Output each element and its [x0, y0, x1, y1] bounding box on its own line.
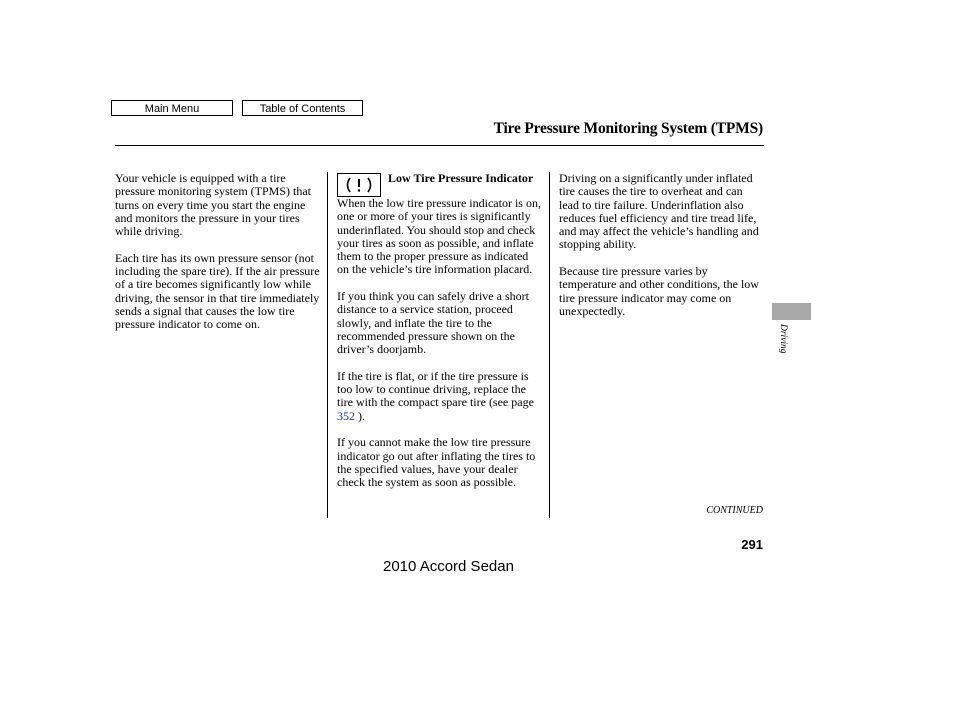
page-title: Tire Pressure Monitoring System (TPMS)	[493, 120, 763, 137]
tpms-intro-paragraph: Your vehicle is equipped with a tire pressure monitoring system (TPMS) that turns on every time you start the engine and monitors the pressure in your tires while driving.	[115, 171, 311, 239]
column-2	[337, 172, 543, 503]
dealer-check-paragraph: If you cannot make the low tire pressure indicator go out after inflating the tires to the specified values, have your dealer check the system as soon as possible.	[337, 435, 536, 490]
main-menu-button[interactable]: Main Menu	[111, 100, 233, 116]
flat-tire-text: If the tire is flat, or if the tire pressure is too low to continue driving, replace the tire with the compact spare tire (see page	[337, 368, 534, 410]
section-tab	[772, 303, 811, 320]
indicator-title: Low Tire Pressure Indicator	[388, 171, 534, 185]
column-3	[559, 172, 765, 332]
column-1	[115, 172, 323, 345]
tire-pressure-warning-icon	[337, 173, 381, 197]
table-of-contents-button[interactable]: Table of Contents	[242, 100, 363, 116]
continued-label: CONTINUED	[706, 505, 763, 516]
page-352-link[interactable]: 352	[337, 408, 355, 423]
indicator-on-paragraph: When the low tire pressure indicator is on, one or more of your tires is significantly underinflated. You should stop and check your tires as soon as possible, and inflate them to the proper pressure as indicated on the vehicle’s tire information placard.	[337, 196, 541, 277]
title-divider	[115, 145, 764, 146]
tpms-sensor-paragraph: Each tire has its own pressure sensor (not including the spare tire). If the air pressure of a tire becomes significantly low while driving, the sensor in that tire immediately sends a signal that causes the low tire pressure indicator to come on.	[115, 250, 320, 332]
temperature-paragraph: Because tire pressure varies by temperature and other conditions, the low tire pressure indicator may come on unexpectedly.	[559, 264, 759, 318]
model-name: 2010 Accord Sedan	[383, 558, 514, 575]
safe-drive-paragraph: If you think you can safely drive a short distance to a service station, proceed slowly, and inflate the tire to the recommended pressure shown on the driver’s doorjamb.	[337, 289, 529, 357]
indicator-heading	[337, 172, 543, 197]
page-number: 291	[741, 537, 763, 552]
section-label: Driving	[778, 324, 788, 354]
flat-tire-text-end: ).	[358, 408, 365, 423]
flat-tire-paragraph	[337, 370, 543, 423]
column-divider	[327, 172, 328, 518]
column-divider	[549, 172, 550, 518]
underinflation-paragraph: Driving on a significantly under inflated tire causes the tire to overheat and can lead to tire failure. Underinflation also reduces fuel efficiency and tire tread life, and may affect the vehicle’s handling and stopping ability.	[559, 171, 759, 252]
